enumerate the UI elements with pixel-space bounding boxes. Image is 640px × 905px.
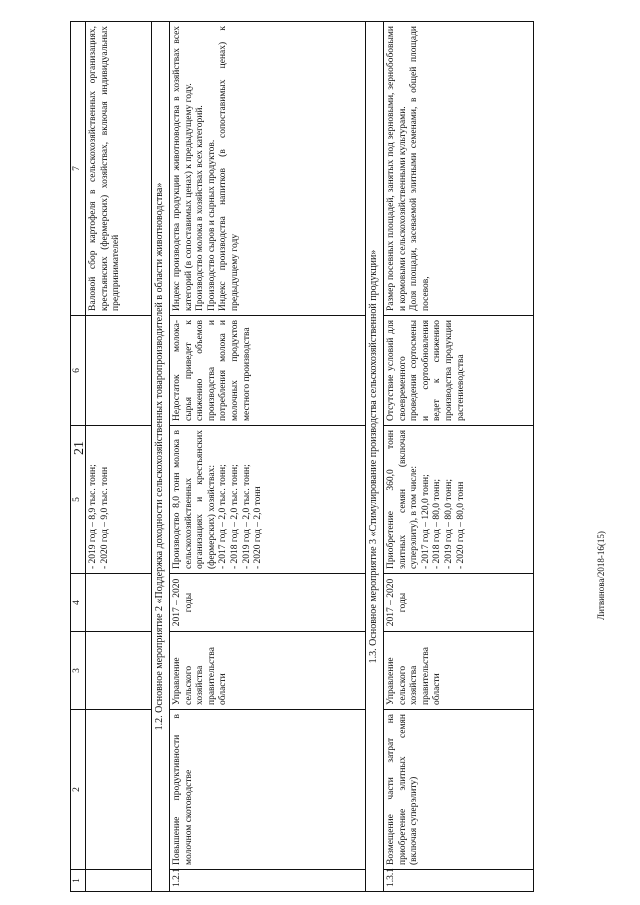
header-col-1: 1: [71, 870, 86, 892]
cell-executor: Управление сельского хозяйства правительства области: [384, 632, 534, 710]
cell-num: [86, 870, 152, 892]
indicator-line: Производство сыров и сырных продуктов.: [206, 139, 217, 311]
program-table: [70, 21, 534, 892]
cell-consequences: Недостаток молока-сырья приведет к снижению объемов производства и потребления молока и молочных продуктов местного производства: [170, 316, 366, 426]
indicator-line: Размер посевных площадей, занятых под зерновыми, зернобобовыми и кормовыми сельскохозяйственными культурами.: [386, 26, 408, 311]
result-line: - 2018 год – 2,0 тыс. тонн;: [229, 464, 240, 569]
cell-period: 2017 – 2020 годы: [384, 574, 534, 632]
header-col-6: 6: [71, 316, 86, 426]
cell-executor: Управление сельского хозяйства правительства области: [170, 632, 366, 710]
header-row: [71, 22, 86, 892]
header-col-4: 4: [71, 574, 86, 632]
header-col-2: 2: [71, 710, 86, 870]
header-col-3: 3: [71, 632, 86, 710]
cell-period: 2017 – 2020 годы: [170, 574, 366, 632]
section-title: 1.3. Основное мероприятие 3 «Стимулирование производства сельскохозяйственной продукции»: [366, 22, 384, 892]
rotated-table-wrapper: [70, 22, 570, 892]
header-col-5: 5: [71, 426, 86, 574]
indicator-line: Доля площади, засеваемой элитными семенами, в общей площади посевов,: [409, 26, 431, 311]
page-number: 21: [72, 441, 87, 455]
cell-result: [384, 426, 534, 574]
cell-name: Повышение продуктивности в молочном скотоводстве: [170, 710, 366, 870]
result-line: - 2018 год – 80,0 тонн;: [432, 479, 443, 569]
result-line: Приобретение 360,0 тонн элитных семян (включая суперэлиту), в том числе:: [386, 430, 420, 569]
result-line: - 2020 год – 2,0 тонн: [253, 486, 264, 569]
table-row: [170, 22, 366, 892]
footer-id: Литвинова/2018-16(15): [596, 531, 606, 620]
cell-indicators: [170, 22, 366, 316]
result-line: - 2017 год – 120,0 тонн;: [420, 474, 431, 569]
result-line: Производство 8,0 тонн молока в сельскохозяйственных организациях и крестьянских (фермерских) хозяйствах:: [172, 430, 217, 569]
cell-consequences: [86, 316, 152, 426]
indicator-line: Индекс производства продукции животноводства в хозяйствах всех категорий (в сопоставимых ценах) к предыдущему году.: [172, 26, 194, 311]
header-col-7: 7: [71, 22, 86, 316]
table-row-continuation: [86, 22, 152, 892]
result-line: - 2019 год – 2,0 тыс. тонн;: [241, 464, 252, 569]
result-line: - 2019 год – 8,9 тыс. тонн;: [88, 464, 98, 569]
result-line: - 2020 год – 80,0 тонн: [455, 481, 466, 569]
result-line: - 2020 год – 9,0 тыс. тонн: [99, 466, 110, 569]
cell-consequences: Отсутствие условий для своевременного проведения сортосмены и сортообновления ведет к снижению производства продукции растениеводства: [384, 316, 534, 426]
cell-indicators: Валовой сбор картофеля в сельскохозяйственных организациях, крестьянских (фермерских) хозяйствах, включая индивидуальных предпринимателей: [86, 22, 152, 316]
result-line: - 2019 год – 80,0 тонн;: [443, 479, 454, 569]
cell-num: 1.3.1: [384, 870, 534, 892]
section-heading-row: [152, 22, 170, 892]
cell-result: [86, 426, 152, 574]
cell-name: Возмещение части затрат на приобретение элитных семян (включая суперэлиту): [384, 710, 534, 870]
indicator-line: Производство молока в хозяйствах всех категорий.: [195, 105, 206, 311]
cell-executor: [86, 632, 152, 710]
table-row: [384, 22, 534, 892]
cell-indicators: [384, 22, 534, 316]
cell-result: [170, 426, 366, 574]
indicator-line: Индекс производства напитков (в сопоставимых ценах) к предыдущему году: [218, 26, 240, 311]
cell-period: [86, 574, 152, 632]
section-heading-row: [366, 22, 384, 892]
cell-num: 1.2.1: [170, 870, 366, 892]
result-line: - 2017 год – 2,0 тыс. тонн;: [218, 464, 229, 569]
cell-name: [86, 710, 152, 870]
section-title: 1.2. Основное мероприятие 2 «Поддержка доходности сельскохозяйственных товаропроизводителей в области животноводства»: [152, 22, 170, 892]
